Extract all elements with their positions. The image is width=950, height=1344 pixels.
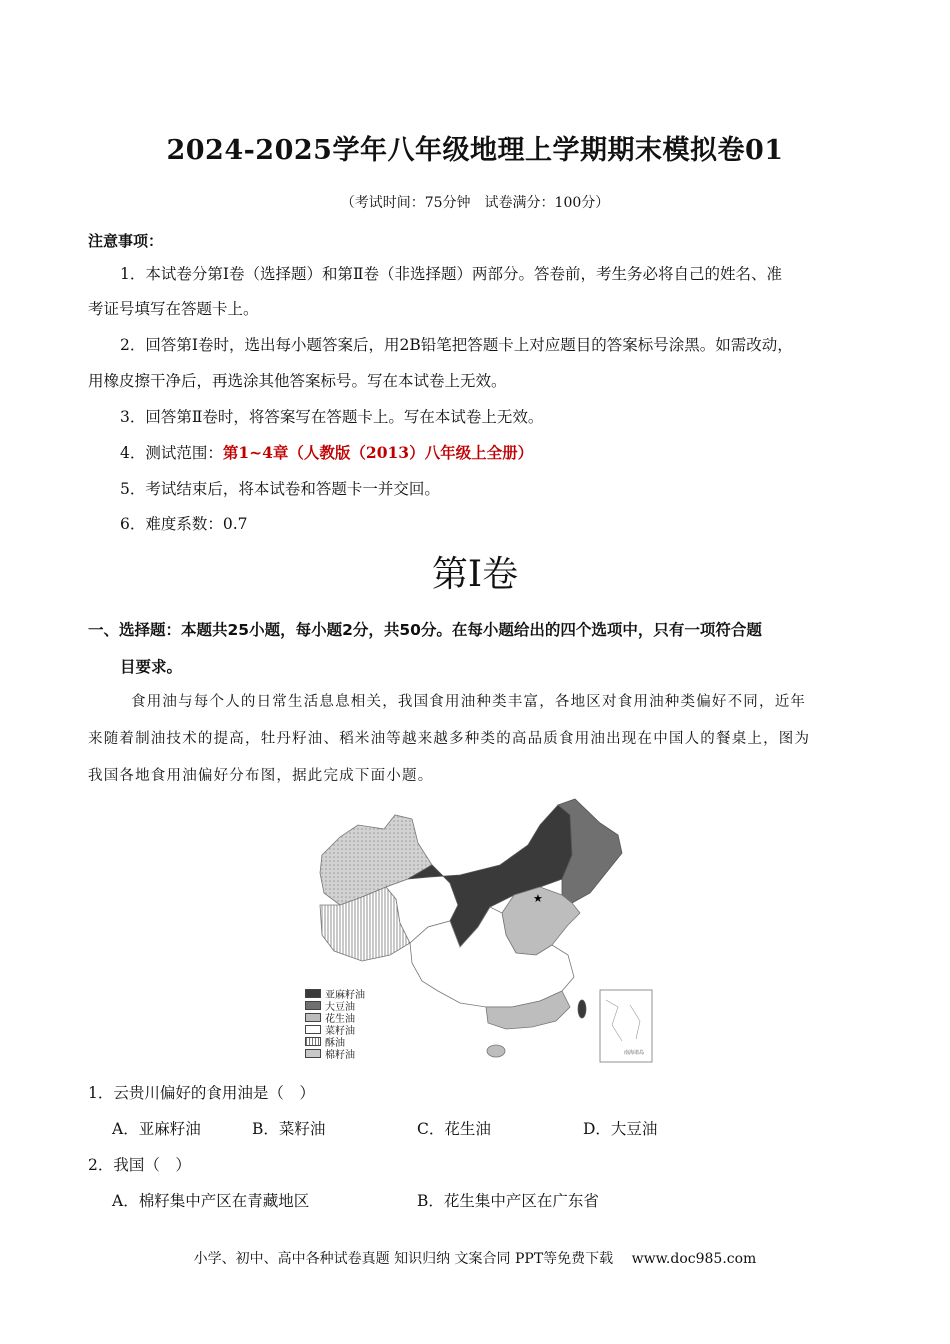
legend-item: 酥油 [305, 1035, 365, 1047]
legend-swatch [305, 1037, 321, 1046]
region-taiwan [578, 1000, 586, 1018]
passage-line-1: 食用油与每个人的日常生活息息相关，我国食用油种类丰富，各地区对食用油种类偏好不同，近年 [131, 694, 807, 710]
inset-label: 南海诸岛 [624, 1050, 645, 1056]
page-title: 2024-2025学年八年级地理上学期期末模拟卷01 [166, 135, 784, 166]
region-hainan [487, 1045, 505, 1057]
question-1-option-b: B．菜籽油 [252, 1120, 326, 1138]
legend-item: 亚麻籽油 [305, 987, 365, 999]
section-heading-cont: 目要求。 [120, 658, 183, 676]
legend-item: 花生油 [305, 1011, 365, 1023]
notice-item-2a: 2．回答第Ⅰ卷时，选出每小题答案后，用2B铅笔把答题卡上对应题目的答案标号涂黑。如需改动， [120, 336, 793, 354]
question-2-option-b: B．花生集中产区在广东省 [417, 1192, 599, 1210]
notice-item-1a: 1．本试卷分第Ⅰ卷（选择题）和第Ⅱ卷（非选择题）两部分。答卷前，考生务必将自己的姓名、准 [120, 265, 783, 283]
passage-line-3: 我国各地食用油偏好分布图，据此完成下面小题。 [88, 768, 434, 784]
question-1-option-d: D．大豆油 [583, 1120, 658, 1138]
legend-swatch [305, 1001, 321, 1010]
notice-item-5: 5．考试结束后，将本试卷和答题卡一并交回。 [120, 480, 440, 498]
legend-item: 棉籽油 [305, 1047, 365, 1059]
notice-item-1b: 考证号填写在答题卡上。 [88, 300, 259, 318]
legend-swatch [305, 989, 321, 998]
notice-heading: 注意事项： [88, 232, 164, 250]
volume-title: 第Ⅰ卷 [431, 554, 519, 595]
legend-swatch [305, 1049, 321, 1058]
section-heading: 一、选择题：本题共25小题，每小题2分，共50分。在每小题给出的四个选项中，只有一项符合题 [88, 621, 762, 639]
notice-item-4 [120, 441, 533, 463]
question-2-option-a: A．棉籽集中产区在青藏地区 [112, 1192, 310, 1210]
legend-item: 大豆油 [305, 999, 365, 1011]
test-scope: 第1~4章（人教版（2013）八年级上全册） [222, 443, 534, 462]
passage-line-2: 来随着制油技术的提高，牡丹籽油、稻米油等越来越多种类的高品质食用油出现在中国人的餐桌上，图为 [88, 731, 811, 747]
question-1-option-a: A．亚麻籽油 [112, 1120, 201, 1138]
notice-item-6: 6．难度系数：0.7 [120, 515, 248, 533]
legend-item: 菜籽油 [305, 1023, 365, 1035]
legend-swatch [305, 1025, 321, 1034]
question-1-option-c: C．花生油 [417, 1120, 491, 1138]
notice-item-4-label: 4．测试范围： [120, 444, 223, 462]
question-2-stem: 2．我国（ ） [88, 1156, 191, 1174]
legend-swatch [305, 1013, 321, 1022]
notice-item-3: 3．回答第Ⅱ卷时，将答案写在答题卡上。写在本试卷上无效。 [120, 408, 544, 426]
oil-preference-map [300, 795, 660, 1065]
page-footer: 小学、初中、高中各种试卷真题 知识归纳 文案合同 PPT等免费下载 www.doc985.com [193, 1251, 757, 1267]
exam-info: （考试时间：75分钟 试卷满分：100分） [340, 195, 610, 211]
beijing-star-icon: ★ [533, 892, 543, 905]
map-legend [305, 987, 365, 1059]
question-1-stem: 1．云贵川偏好的食用油是（ ） [88, 1084, 315, 1102]
notice-item-2b: 用橡皮擦干净后，再选涂其他答案标号。写在本试卷上无效。 [88, 372, 507, 390]
